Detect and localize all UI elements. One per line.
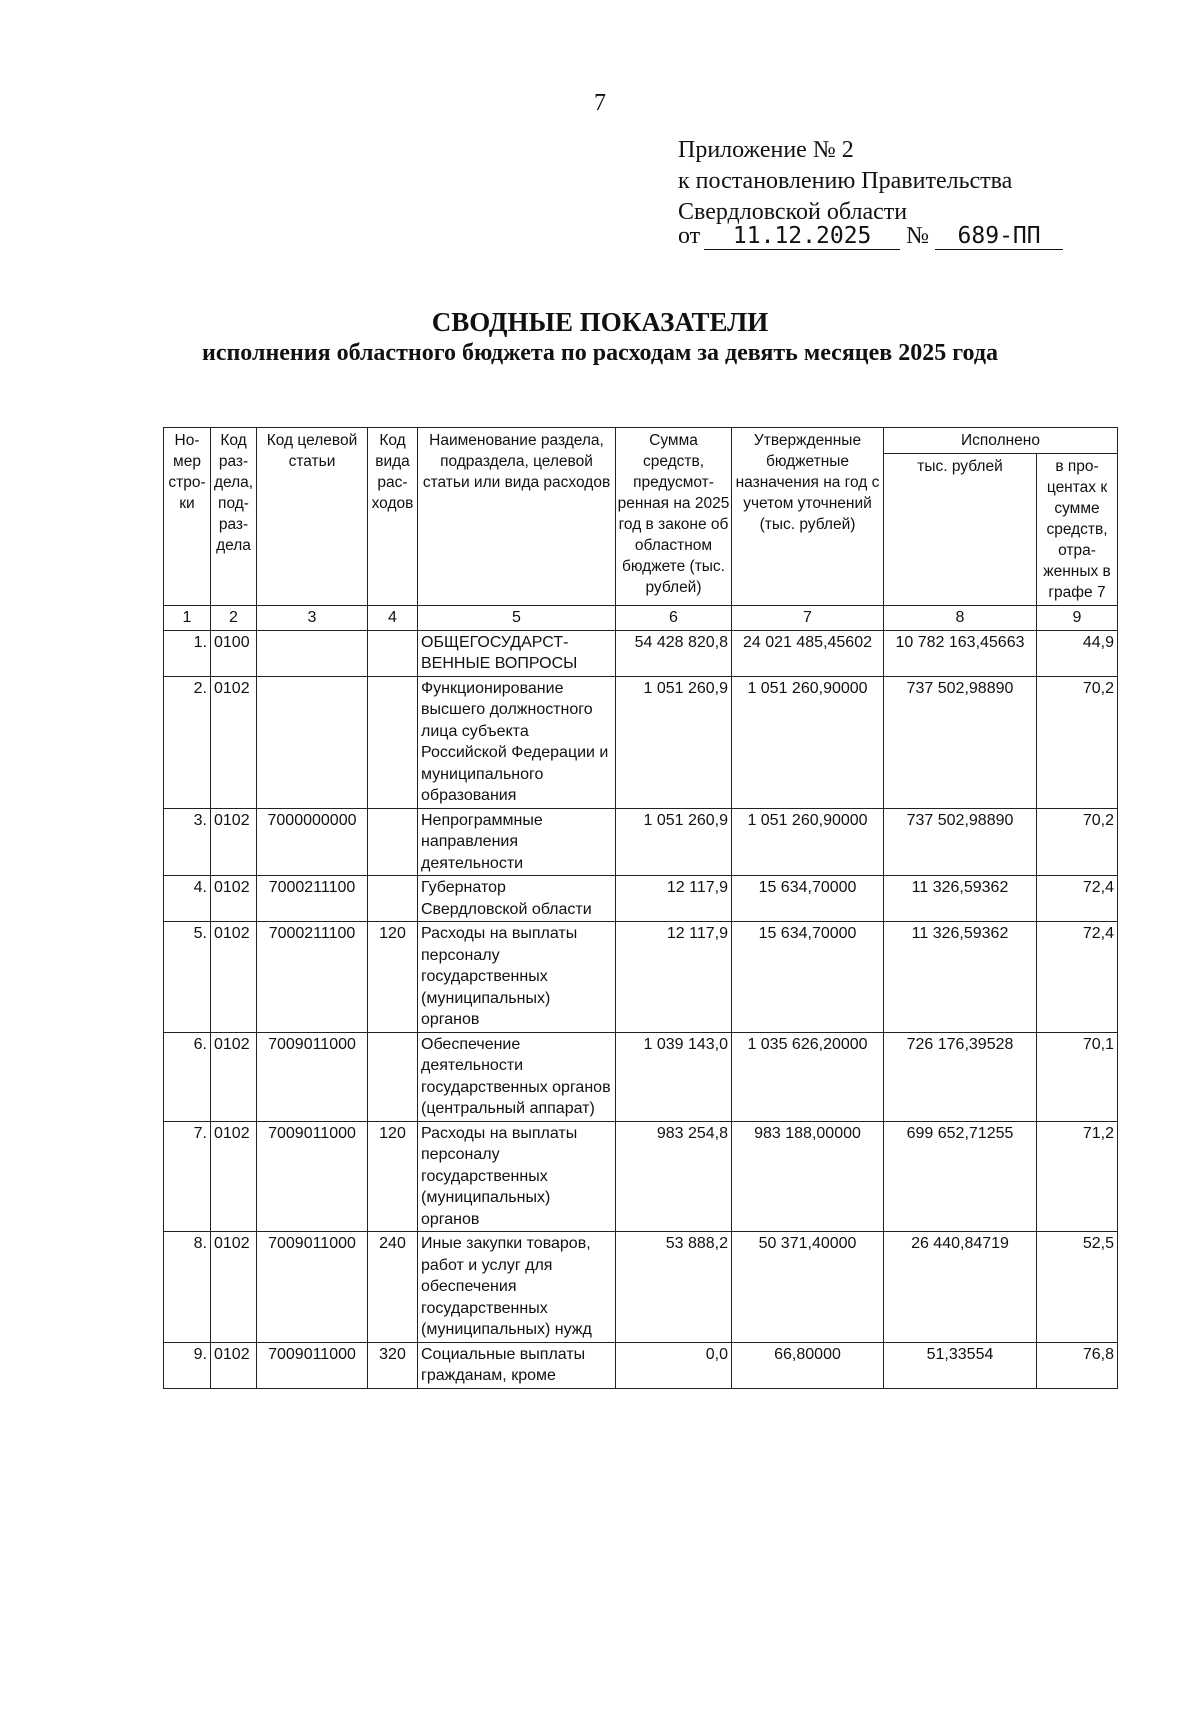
cell-name: Губернатор Свердловской области — [418, 876, 616, 922]
cell-planned: 54 428 820,8 — [616, 630, 732, 676]
cell-executed: 726 176,39528 — [884, 1032, 1037, 1121]
cell-planned: 12 117,9 — [616, 922, 732, 1033]
table-row — [164, 630, 1118, 676]
page-number: 7 — [594, 90, 606, 116]
cell-section-code: 0102 — [211, 876, 257, 922]
cell-percent: 72,4 — [1037, 922, 1118, 1033]
cell-name: Расходы на выплаты персоналу государственных (муниципальных) органов — [418, 1121, 616, 1232]
document-subtitle: исполнения областного бюджета по расходам за девять месяцев 2025 года — [201, 340, 998, 366]
cell-planned: 12 117,9 — [616, 876, 732, 922]
cell-planned: 1 039 143,0 — [616, 1032, 732, 1121]
cell-percent: 70,1 — [1037, 1032, 1118, 1121]
cell-target-code — [257, 676, 368, 808]
header-executed: Исполнено — [884, 428, 1118, 454]
cell-target-code: 7009011000 — [257, 1121, 368, 1232]
header-target-code: Код целевой статьи — [257, 428, 368, 606]
header-planned: Сумма средств, предусмот-ренная на 2025 год в законе об областном бюджете (тыс. рублей) — [616, 428, 732, 606]
cell-planned: 1 051 260,9 — [616, 676, 732, 808]
cell-type-code: 120 — [368, 922, 418, 1033]
header-name: Наименование раздела, подраздела, целевой статьи или вида расходов — [418, 428, 616, 606]
cell-planned: 0,0 — [616, 1342, 732, 1388]
cell-type-code: 120 — [368, 1121, 418, 1232]
table-row — [164, 1232, 1118, 1343]
cell-row-number: 2. — [164, 676, 211, 808]
column-number: 2 — [211, 606, 257, 631]
cell-percent: 70,2 — [1037, 676, 1118, 808]
cell-approved: 15 634,70000 — [732, 876, 884, 922]
cell-approved: 1 035 626,20000 — [732, 1032, 884, 1121]
annex-region: Свердловской области — [678, 199, 908, 225]
column-number: 8 — [884, 606, 1037, 631]
table-row — [164, 808, 1118, 876]
cell-row-number: 9. — [164, 1342, 211, 1388]
cell-executed: 699 652,71255 — [884, 1121, 1037, 1232]
cell-approved: 50 371,40000 — [732, 1232, 884, 1343]
decree-number: 689-ПП — [935, 223, 1063, 250]
cell-row-number: 4. — [164, 876, 211, 922]
cell-executed: 26 440,84719 — [884, 1232, 1037, 1343]
cell-section-code: 0102 — [211, 808, 257, 876]
table-header-row — [164, 428, 1118, 454]
decree-date-number — [678, 223, 1063, 250]
cell-executed: 737 502,98890 — [884, 808, 1037, 876]
cell-percent: 71,2 — [1037, 1121, 1118, 1232]
header-section-code: Код раз-дела, под-раз-дела — [211, 428, 257, 606]
table-body — [164, 606, 1118, 1389]
header-type-code: Код вида рас-ходов — [368, 428, 418, 606]
cell-approved: 1 051 260,90000 — [732, 808, 884, 876]
date-prefix: от — [678, 223, 701, 249]
cell-type-code — [368, 876, 418, 922]
annex-block — [678, 135, 1012, 228]
cell-type-code — [368, 630, 418, 676]
cell-planned: 53 888,2 — [616, 1232, 732, 1343]
header-executed-percent: в про-центах к сумме средств, отра-женных в графе 7 — [1037, 454, 1118, 606]
cell-section-code: 0102 — [211, 1121, 257, 1232]
cell-type-code — [368, 1032, 418, 1121]
cell-row-number: 6. — [164, 1032, 211, 1121]
cell-approved: 66,80000 — [732, 1342, 884, 1388]
column-number: 4 — [368, 606, 418, 631]
column-number: 1 — [164, 606, 211, 631]
table-row — [164, 1121, 1118, 1232]
cell-target-code: 7000211100 — [257, 922, 368, 1033]
cell-row-number: 5. — [164, 922, 211, 1033]
cell-planned: 983 254,8 — [616, 1121, 732, 1232]
cell-name: ОБЩЕГОСУДАРСТ-ВЕННЫЕ ВОПРОСЫ — [418, 630, 616, 676]
table-row — [164, 876, 1118, 922]
cell-target-code: 7009011000 — [257, 1342, 368, 1388]
cell-target-code: 7009011000 — [257, 1032, 368, 1121]
cell-approved: 1 051 260,90000 — [732, 676, 884, 808]
cell-name: Обеспечение деятельности государственных органов (центральный аппарат) — [418, 1032, 616, 1121]
cell-percent: 52,5 — [1037, 1232, 1118, 1343]
cell-name: Непрограммные направления деятельности — [418, 808, 616, 876]
cell-approved: 983 188,00000 — [732, 1121, 884, 1232]
table-row — [164, 922, 1118, 1033]
cell-executed: 10 782 163,45663 — [884, 630, 1037, 676]
number-prefix: № — [906, 223, 930, 249]
table-row — [164, 676, 1118, 808]
cell-executed: 11 326,59362 — [884, 922, 1037, 1033]
cell-row-number: 8. — [164, 1232, 211, 1343]
cell-type-code: 240 — [368, 1232, 418, 1343]
cell-section-code: 0102 — [211, 1342, 257, 1388]
cell-name: Расходы на выплаты персоналу государственных (муниципальных) органов — [418, 922, 616, 1033]
column-number: 5 — [418, 606, 616, 631]
cell-executed: 11 326,59362 — [884, 876, 1037, 922]
cell-row-number: 7. — [164, 1121, 211, 1232]
column-number: 7 — [732, 606, 884, 631]
cell-percent: 70,2 — [1037, 808, 1118, 876]
cell-name: Функционирование высшего должностного лица субъекта Российской Федерации и муниципального образования — [418, 676, 616, 808]
column-number: 9 — [1037, 606, 1118, 631]
table-row — [164, 1342, 1118, 1388]
cell-approved: 15 634,70000 — [732, 922, 884, 1033]
decree-date: 11.12.2025 — [704, 223, 900, 250]
cell-type-code: 320 — [368, 1342, 418, 1388]
column-number: 6 — [616, 606, 732, 631]
cell-target-code: 7000211100 — [257, 876, 368, 922]
header-row-number: Но-мер стро-ки — [164, 428, 211, 606]
cell-section-code: 0100 — [211, 630, 257, 676]
column-numbers-row — [164, 606, 1118, 631]
cell-percent: 72,4 — [1037, 876, 1118, 922]
column-number: 3 — [257, 606, 368, 631]
cell-executed: 737 502,98890 — [884, 676, 1037, 808]
cell-executed: 51,33554 — [884, 1342, 1037, 1388]
cell-percent: 44,9 — [1037, 630, 1118, 676]
cell-section-code: 0102 — [211, 1032, 257, 1121]
cell-name: Иные закупки товаров, работ и услуг для обеспечения государственных (муниципальных) нужд — [418, 1232, 616, 1343]
cell-name: Социальные выплаты гражданам, кроме — [418, 1342, 616, 1388]
header-approved: Утвержденные бюджетные назначения на год с учетом уточнений (тыс. рублей) — [732, 428, 884, 606]
cell-percent: 76,8 — [1037, 1342, 1118, 1388]
cell-planned: 1 051 260,9 — [616, 808, 732, 876]
cell-section-code: 0102 — [211, 1232, 257, 1343]
document-title: СВОДНЫЕ ПОКАЗАТЕЛИ — [431, 307, 769, 337]
cell-target-code: 7009011000 — [257, 1232, 368, 1343]
cell-section-code: 0102 — [211, 922, 257, 1033]
cell-section-code: 0102 — [211, 676, 257, 808]
budget-table — [163, 427, 1118, 1389]
cell-row-number: 1. — [164, 630, 211, 676]
table-row — [164, 1032, 1118, 1121]
header-executed-thousand: тыс. рублей — [884, 454, 1037, 606]
cell-type-code — [368, 808, 418, 876]
cell-target-code: 7000000000 — [257, 808, 368, 876]
annex-decree: к постановлению Правительства — [678, 168, 1013, 194]
cell-type-code — [368, 676, 418, 808]
cell-row-number: 3. — [164, 808, 211, 876]
cell-approved: 24 021 485,45602 — [732, 630, 884, 676]
annex-title: Приложение № 2 — [678, 137, 854, 163]
cell-target-code — [257, 630, 368, 676]
